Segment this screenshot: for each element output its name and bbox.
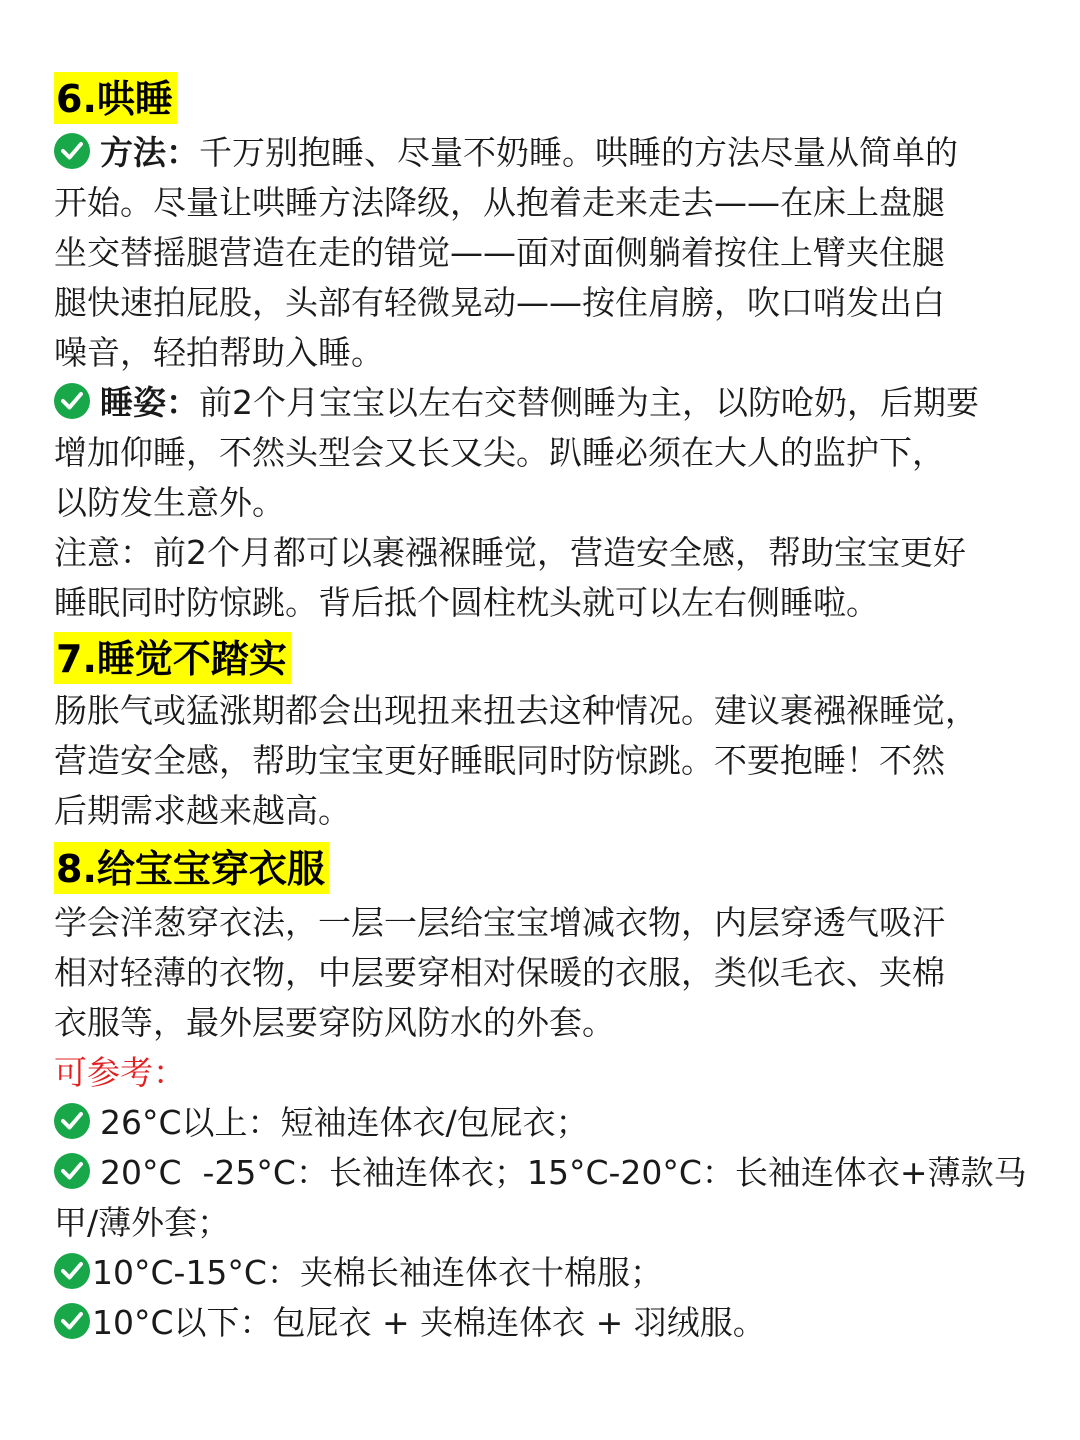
posture-label: 睡姿：	[100, 383, 199, 422]
list-item-text: 甲/薄外套；	[54, 1203, 231, 1242]
method-text-line: 坐交替摇腿营造在走的错觉——面对面侧躺着按住上臂夹住腿	[54, 233, 945, 272]
list-item-text: 26°C以上：短袖连体衣/包屁衣；	[100, 1103, 589, 1142]
method-text-line: 腿快速拍屁股，头部有轻微晃动——按住肩膀，吹口哨发出白	[54, 283, 945, 322]
method-text-line: 噪音，轻拍帮助入睡。	[54, 333, 384, 372]
section-dressing-baby	[54, 842, 1044, 1348]
posture-text-line: 以防发生意外。	[54, 483, 285, 522]
heading-dressing-baby: 8.给宝宝穿衣服	[54, 842, 329, 894]
note-text-line: 睡眠同时防惊跳。背后抵个圆柱枕头就可以左右侧睡啦。	[54, 583, 879, 622]
dressing-text-line: 学会洋葱穿衣法，一层一层给宝宝增减衣物，内层穿透气吸汗	[54, 903, 945, 942]
list-item-text: 20°C -25°C：长袖连体衣；15°C-20°C：长袖连体衣+薄款马	[100, 1153, 1027, 1192]
posture-text-line: 增加仰睡，不然头型会又长又尖。趴睡必须在大人的监护下，	[54, 433, 945, 472]
temperature-list	[54, 1098, 1044, 1348]
heading-restless-sleep: 7.睡觉不踏实	[54, 632, 291, 684]
restless-text-line: 后期需求越来越高。	[54, 791, 351, 830]
restless-paragraph	[54, 686, 1044, 836]
restless-text-line: 肠胀气或猛涨期都会出现扭来扭去这种情况。建议裹襁褓睡觉，	[54, 691, 978, 730]
list-item	[54, 1298, 1044, 1348]
dressing-text-line: 衣服等，最外层要穿防风防水的外套。	[54, 1003, 615, 1042]
check-circle-icon	[54, 1253, 90, 1289]
note-text-line: 注意：前2个月都可以裹襁褓睡觉，营造安全感，帮助宝宝更好	[54, 533, 966, 572]
dressing-paragraph	[54, 898, 1044, 1048]
check-circle-icon	[54, 1103, 90, 1139]
list-item	[54, 1098, 1044, 1148]
method-text-line: 千万别抱睡、尽量不奶睡。哄睡的方法尽量从简单的	[199, 133, 958, 172]
posture-paragraph	[54, 378, 1044, 528]
check-circle-icon	[54, 1153, 90, 1189]
section-restless-sleep	[54, 632, 1044, 836]
list-item-text: 10°C-15°C：夹棉长袖连体衣十棉服；	[92, 1253, 663, 1292]
restless-text-line: 营造安全感，帮助宝宝更好睡眠同时防惊跳。不要抱睡！不然	[54, 741, 945, 780]
list-item	[54, 1248, 1044, 1298]
method-label: 方法：	[100, 133, 199, 172]
list-item-text: 10°C以下：包屁衣 + 夹棉连体衣 + 羽绒服。	[92, 1303, 766, 1342]
section-sleep-soothing	[54, 72, 1044, 628]
method-paragraph	[54, 128, 1044, 378]
heading-sleep-soothing: 6.哄睡	[54, 72, 177, 124]
reference-label: 可参考：	[54, 1053, 186, 1092]
dressing-text-line: 相对轻薄的衣物，中层要穿相对保暖的衣服，类似毛衣、夹棉	[54, 953, 945, 992]
check-circle-icon	[54, 133, 90, 169]
posture-text-line: 前2个月宝宝以左右交替侧睡为主，以防呛奶，后期要	[199, 383, 979, 422]
check-circle-icon	[54, 1303, 90, 1339]
note-paragraph	[54, 528, 1044, 628]
document-page	[54, 72, 1044, 1348]
method-text-line: 开始。尽量让哄睡方法降级，从抱着走来走去——在床上盘腿	[54, 183, 945, 222]
list-item	[54, 1148, 1044, 1198]
check-circle-icon	[54, 383, 90, 419]
